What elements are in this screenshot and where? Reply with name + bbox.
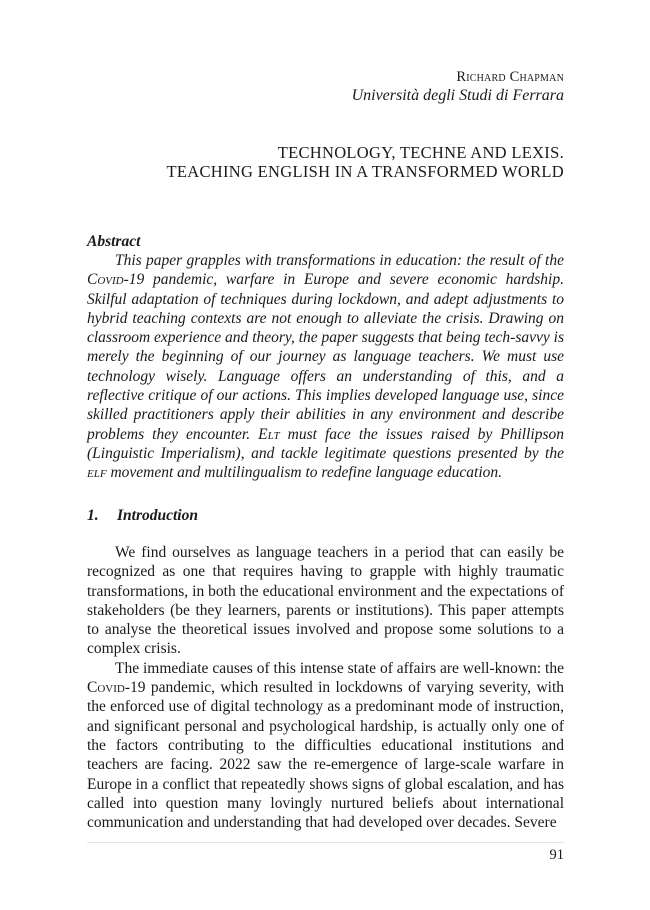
paper-title-line-1: TECHNOLOGY, TECHNE AND LEXIS. <box>277 143 564 162</box>
section-heading <box>87 507 198 525</box>
body-paragraph-2 <box>87 659 564 833</box>
author-affiliation: Università degli Studi di Ferrara <box>351 87 564 104</box>
page-number: 91 <box>549 847 564 863</box>
section-title: Introduction <box>117 507 198 524</box>
abstract-text <box>87 251 564 483</box>
abstract-elf-term: elf <box>87 464 107 482</box>
paragraph-2-part-1: The immediate causes of this intense state of affairs are well-known: the <box>115 659 564 677</box>
abstract-text-part-4: movement and multilingualism to redefine language education. <box>106 464 503 482</box>
paragraph-2-covid-term: Covid <box>87 679 125 697</box>
abstract-text-part-3: must face the issues raised by Phillipson (Linguistic Imperialism), and tackle legitimate questions presented by the <box>87 425 564 462</box>
abstract-heading: Abstract <box>87 233 141 250</box>
paper-title-line-2: TEACHING ENGLISH IN A TRANSFORMED WORLD <box>166 162 564 181</box>
abstract-text-part-1: This paper grapples with transformations in education: the result of the <box>115 252 564 269</box>
footer-rule <box>87 842 564 843</box>
paragraph-2-part-2: -19 pandemic, which resulted in lockdowns of varying severity, with the enforced use of digital technology as a predominant mode of instruction, and significant personal and psychological hardship, is actually only one of the factors contributing to the difficulties educational institutions and teachers are facing. 2022 saw the re-emergence of large-scale warfare in Europe in a conflict that repeatedly shows signs of global escalation, and has called into question many lovingly nurtured beliefs about international communication and understanding that had developed over decades. Severe <box>87 679 564 832</box>
abstract-covid-term: Covid <box>87 271 124 289</box>
abstract-elt-term: Elt <box>258 425 280 443</box>
abstract-text-part-2: -19 pandemic, warfare in Europe and severe economic hardship. Skilful adaptation of techniques during lockdown, and adept adjustments to hybrid teaching contexts are not enough to alleviate the crisis. Drawing on classroom experience and theory, the paper suggests that being tech-savvy is merely the beginning of our journey as language teachers. We must use technology wisely. Language offers an understanding of this, and a reflective critique of our actions. This implies developed language use, since skilled practitioners apply their abilities in any environment and describe problems they encounter. <box>87 271 564 443</box>
section-number: 1. <box>87 507 99 524</box>
body-paragraph-1: We find ourselves as language teachers in a period that can easily be recognized as one that requires having to grapple with highly traumatic transformations, in both the educational environment and the expectations of stakeholders (be they learners, parents or institutions). This paper attempts to analyse the theoretical issues involved and propose some solutions to a complex crisis. <box>87 544 564 658</box>
author-name: Richard Chapman <box>456 69 564 85</box>
section-body <box>87 543 564 832</box>
